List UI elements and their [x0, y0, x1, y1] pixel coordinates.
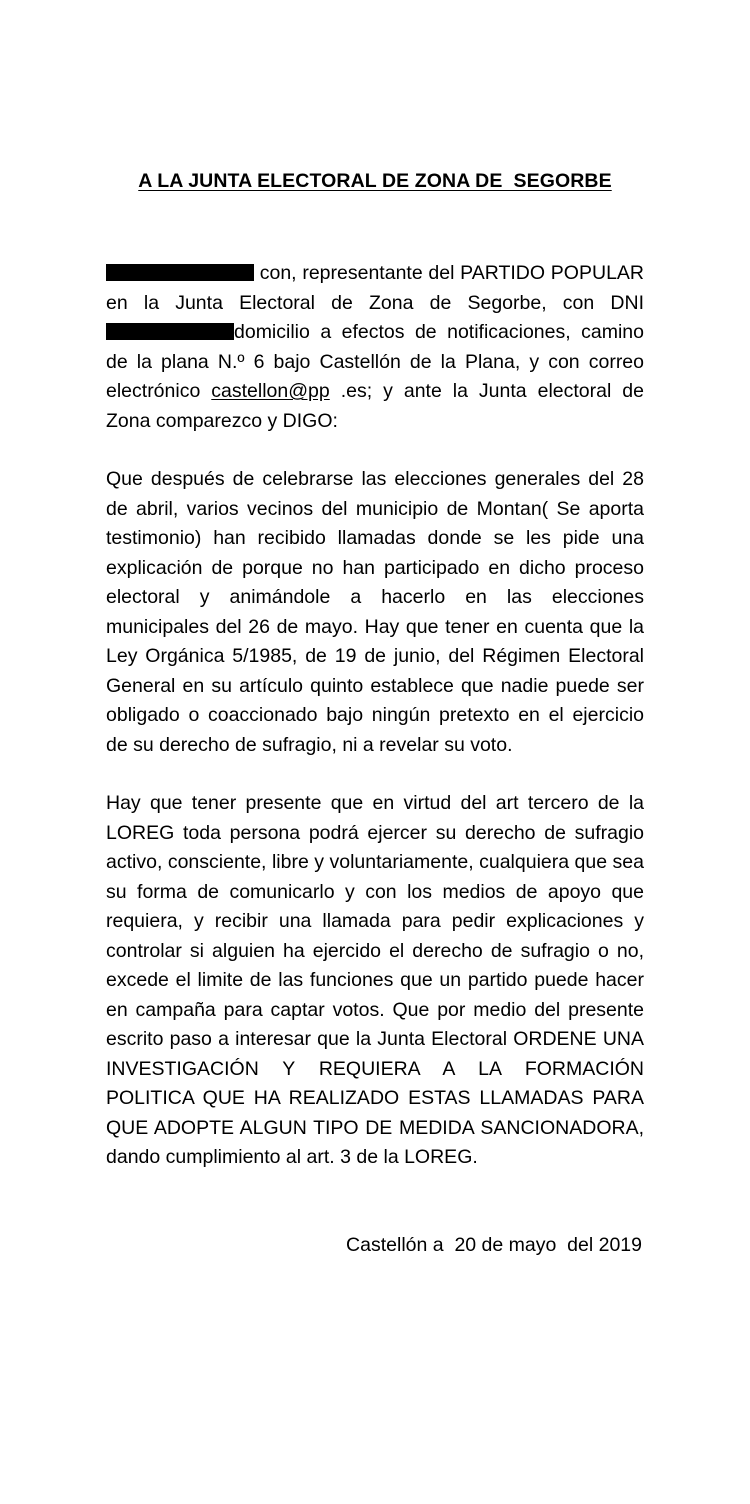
document-page [0, 170, 750, 1504]
intro-text-part-1: con, representante del PARTIDO POPULAR en la Junta Electoral de Zona de Segorbe, con DNI [106, 262, 644, 314]
paragraph-third [106, 789, 644, 1173]
intro-text-part-3: .es; y ante la Junta electoral de Zona comparezco y DIGO: [106, 380, 644, 432]
contact-email: castellon@pp [211, 380, 330, 402]
third-text-part-1: Hay que tener presente que en virtud del art tercero de la LOREG toda persona podrá ejercer su derecho de sufragio activo, consciente, libre y voluntariamente, cualquiera que sea su forma de comunicarlo y con los medios de apoyo que requiera, y recibir una llamada para pedir explicaciones y controlar si alguien ha ejercido el derecho de sufragio o no, excede el limite de las funciones que un partido puede hacer en campaña para captar votos. Que por medio del presente escrito paso a interesar que la Junta Electoral ORDENE [106, 792, 644, 1050]
redacted-dni-block [106, 323, 234, 340]
paragraph-intro [106, 259, 644, 436]
third-text-uppercase-demand: UNA INVESTIGACIÓN Y REQUIERA A LA FORMACIÓN POLITICA QUE HA REALIZADO ESTAS LLAMADAS PARA QUE ADOPTE ALGUN TIPO DE MEDIDA SANCIONADORA, [106, 1028, 644, 1139]
document-body [106, 259, 644, 1173]
signoff-place-date: Castellón a 20 de mayo del 2019 [346, 1233, 642, 1256]
paragraph-second: Que después de celebrarse las elecciones generales del 28 de abril, varios vecinos del municipio de Montan( Se aporta testimonio) han recibido llamadas donde se les pide una explicación de porque no han participado en dicho proceso electoral y animándole a hacerlo en las elecciones municipales del 26 de mayo. Hay que tener en cuenta que la Ley Orgánica 5/1985, de 19 de junio, del Régimen Electoral General en su artículo quinto establece que nadie puede ser obligado o coaccionado bajo ningún pretexto en el ejercicio de su derecho de sufragio, ni a revelar su voto. [106, 468, 644, 756]
redacted-name-block [106, 264, 254, 281]
document-title: A LA JUNTA ELECTORAL DE ZONA DE SEGORBE [138, 170, 612, 192]
third-text-part-2: dando cumplimiento al art. 3 de la LOREG. [106, 1146, 478, 1168]
intro-text-part-2: domicilio a efectos de notificaciones, camino de la plana N.º 6 bajo Castellón de la Plana, y con correo electrónico [106, 321, 644, 402]
